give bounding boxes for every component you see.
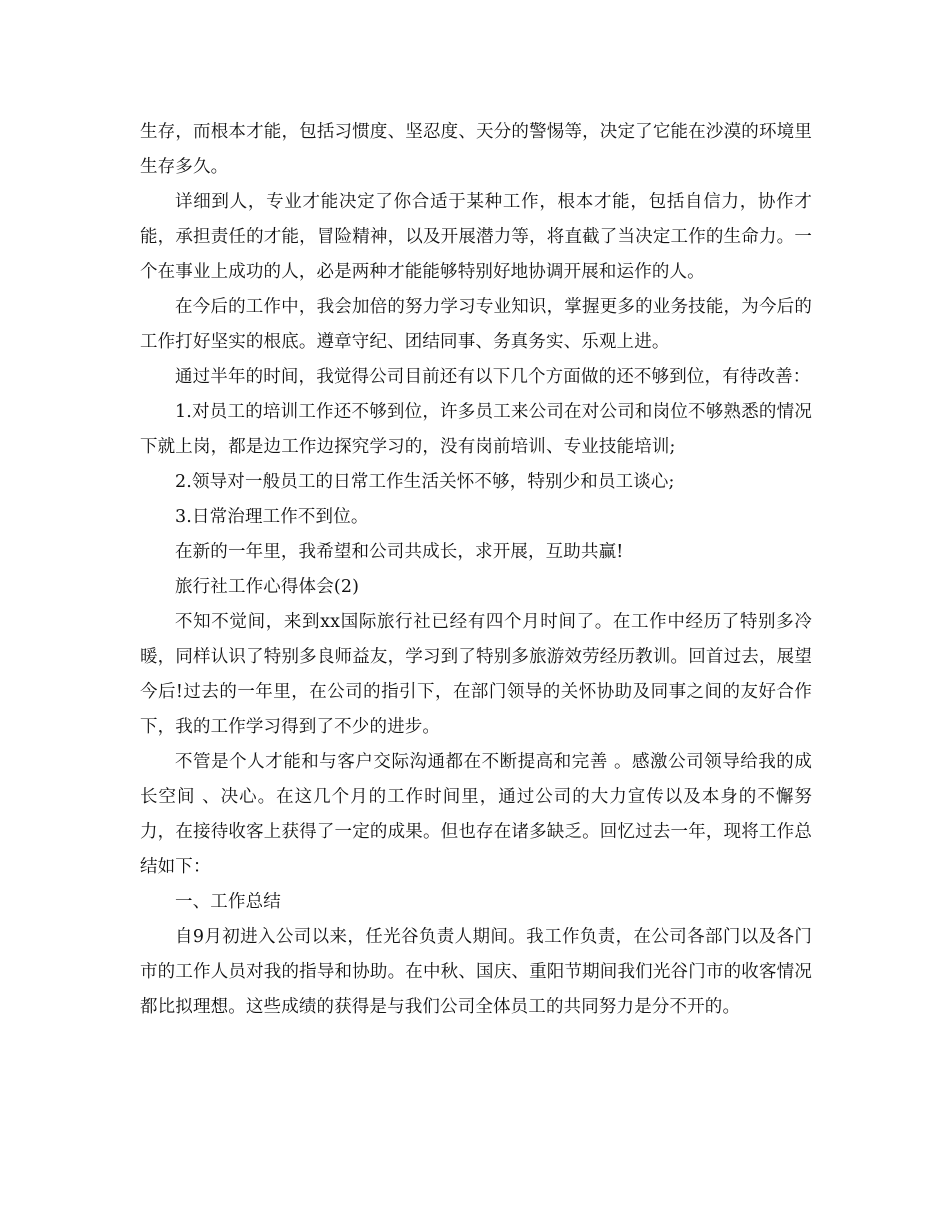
paragraph: 不知不觉间，来到xx国际旅行社已经有四个月时间了。在工作中经历了特别多冷暖，同样认识了特别多良师益友，学习到了特别多旅游效劳经历教训。回首过去，展望今后!过去的一年里，在公司的指引下，在部门领导的关怀协助及同事之间的友好合作下，我的工作学习得到了不少的进步。 bbox=[140, 612, 812, 737]
list-item: 2.领导对一般员工的日常工作生活关怀不够，特别少和员工谈心; bbox=[175, 472, 675, 492]
list-item: 1.对员工的培训工作还不够到位，许多员工来公司在对公司和岗位不够熟悉的情况下就上岗，都是边工作边探究学习的，没有岗前培训、专业技能培训; bbox=[140, 402, 812, 457]
section-title: 旅行社工作心得体会(2) bbox=[175, 577, 360, 597]
paragraph: 在新的一年里，我希望和公司共成长，求开展，互助共赢! bbox=[175, 542, 624, 562]
paragraph: 详细到人，专业才能决定了你合适于某种工作，根本才能，包括自信力，协作才能，承担责任的才能，冒险精神，以及开展潜力等，将直截了当决定工作的生命力。一个在事业上成功的人，必是两种才能能够特别好地协调开展和运作的人。 bbox=[140, 192, 812, 282]
paragraph: 生存，而根本才能，包括习惯度、坚忍度、天分的警惕等，决定了它能在沙漠的环境里生存多久。 bbox=[140, 122, 812, 177]
paragraph: 在今后的工作中，我会加倍的努力学习专业知识，掌握更多的业务技能，为今后的工作打好坚实的根底。遵章守纪、团结同事、务真务实、乐观上进。 bbox=[140, 297, 812, 352]
list-item: 3.日常治理工作不到位。 bbox=[175, 507, 369, 527]
paragraph: 通过半年的时间，我觉得公司目前还有以下几个方面做的还不够到位，有待改善： bbox=[175, 367, 811, 387]
paragraph: 自9月初进入公司以来，任光谷负责人期间。我工作负责，在公司各部门以及各门市的工作人员对我的指导和协助。在中秋、国庆、重阳节期间我们光谷门市的收客情况都比拟理想。这些成绩的获得是与我们公司全体员工的共同努力是分不开的。 bbox=[140, 927, 812, 1017]
document-body bbox=[140, 115, 812, 1025]
section-subtitle: 一、工作总结 bbox=[175, 892, 281, 912]
paragraph: 不管是个人才能和与客户交际沟通都在不断提高和完善 。感激公司领导给我的成长空间 、决心。在这几个月的工作时间里，通过公司的大力宣传以及本身的不懈努力，在接待收客上获得了一定的成果。但也存在诸多缺乏。回忆过去一年，现将工作总结如下： bbox=[140, 752, 812, 877]
